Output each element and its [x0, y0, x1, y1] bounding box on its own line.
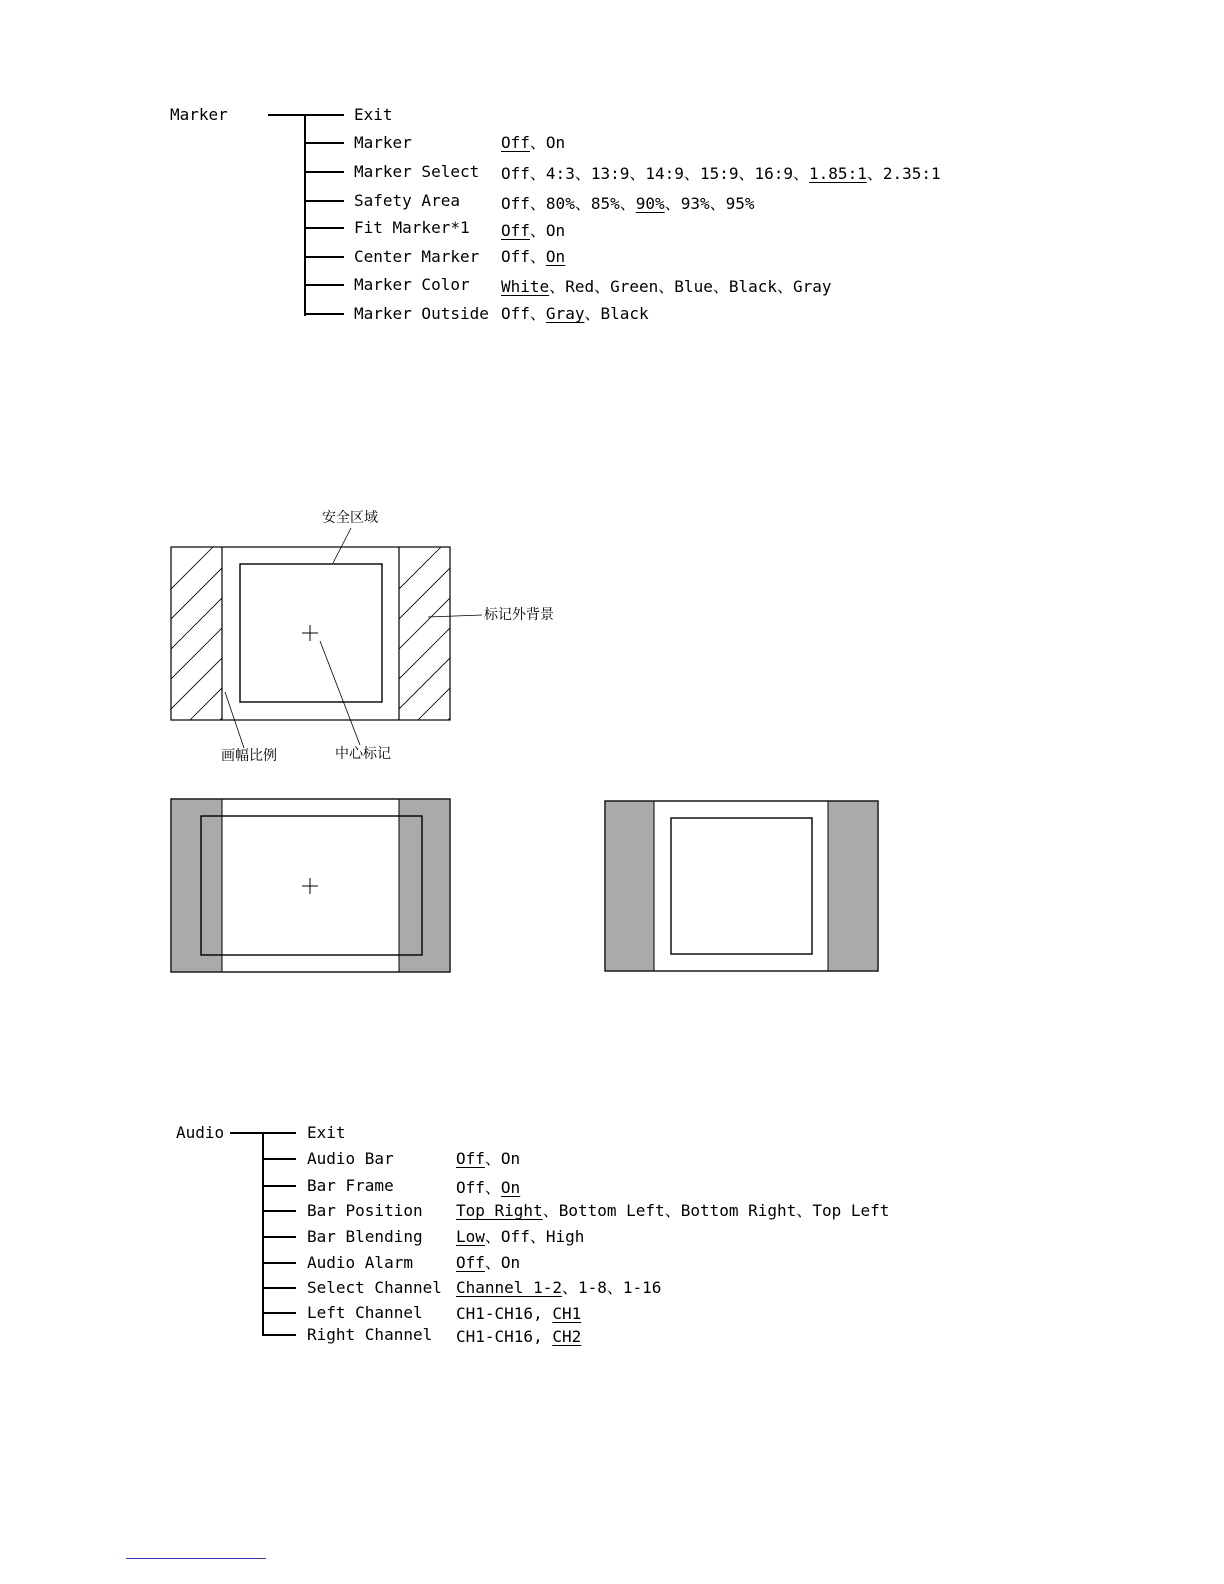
- option: Top Left: [812, 1201, 890, 1220]
- option: 1-16: [622, 1278, 662, 1297]
- outside-background-label: 标记外背景: [484, 607, 554, 623]
- option: Black: [728, 277, 778, 296]
- option: Off: [501, 304, 530, 323]
- default-option: Off: [501, 133, 530, 152]
- option: Off: [501, 247, 530, 266]
- menu-item-label: Audio Alarm: [307, 1253, 413, 1272]
- option-separator: 、: [664, 1201, 681, 1220]
- option-separator: 、: [793, 164, 810, 183]
- safety-area-label: 安全区域: [322, 510, 378, 526]
- tree-branch: [262, 1210, 296, 1212]
- option-separator: 、: [529, 194, 546, 213]
- option-separator: 、: [796, 1201, 813, 1220]
- option-separator: 、: [529, 304, 546, 323]
- option-separator: 、: [484, 1149, 501, 1168]
- menu-item-options: [456, 1305, 581, 1323]
- option-separator: 、: [683, 164, 700, 183]
- menu-item-label: Marker: [354, 133, 412, 152]
- option: 16:9: [754, 164, 794, 183]
- default-option: Channel 1-2: [456, 1278, 562, 1297]
- menu-item-label: Fit Marker*1: [354, 218, 470, 237]
- option-separator: 、: [484, 1253, 501, 1272]
- option-separator: 、: [594, 277, 611, 296]
- tree-branch: [262, 1312, 296, 1314]
- tree-branch: [262, 1287, 296, 1289]
- option: Bottom Right: [680, 1201, 797, 1220]
- tree-branch: [262, 1334, 296, 1336]
- default-option: On: [545, 247, 566, 266]
- option-separator: 、: [619, 194, 636, 213]
- option: On: [545, 221, 566, 240]
- tree-branch: [262, 1262, 296, 1264]
- menu-item-label: Select Channel: [307, 1278, 442, 1297]
- option: 80%: [545, 194, 575, 213]
- option: Off: [501, 164, 530, 183]
- option-separator: 、: [866, 164, 883, 183]
- menu-item-label: Center Marker: [354, 247, 480, 266]
- option: CH1-CH16: [456, 1327, 534, 1346]
- default-option: Gray: [545, 304, 585, 323]
- default-option: On: [500, 1178, 521, 1197]
- audio-menu-title: Audio: [176, 1123, 225, 1142]
- marker-menu-title: Marker: [170, 105, 228, 124]
- aspect-ratio-label: 画幅比例: [221, 748, 277, 764]
- tree-branch: [262, 1132, 296, 1134]
- option: Off: [500, 1227, 530, 1246]
- option: Gray: [793, 277, 832, 296]
- menu-item-options: [456, 1179, 520, 1197]
- menu-item-options: [456, 1328, 581, 1346]
- option-separator: 、: [484, 1178, 501, 1197]
- menu-item-label: Bar Frame: [307, 1176, 394, 1195]
- default-option: Off: [501, 221, 530, 240]
- fit-marker-off-diagram: [171, 799, 450, 972]
- option-separator: 、: [529, 247, 546, 266]
- menu-item-label: Bar Position: [307, 1201, 423, 1220]
- center-marker-label: 中心标记: [335, 746, 391, 762]
- option: 1-8: [577, 1278, 607, 1297]
- option-separator: 、: [561, 1278, 578, 1297]
- tree-branch: [262, 1236, 296, 1238]
- menu-item-label: Left Channel: [307, 1303, 423, 1322]
- option: 4:3: [545, 164, 575, 183]
- option-separator: 、: [529, 1227, 546, 1246]
- option: Green: [610, 277, 659, 296]
- outside-gray-left: [171, 799, 222, 972]
- option: 95%: [725, 194, 755, 213]
- option-separator: ,: [533, 1327, 553, 1346]
- default-option: Top Right: [456, 1201, 543, 1220]
- option: Red: [565, 277, 595, 296]
- option-separator: 、: [664, 194, 681, 213]
- outside-gray-right: [399, 799, 450, 972]
- option-separator: 、: [529, 164, 546, 183]
- default-option: Off: [456, 1149, 485, 1168]
- default-option: 90%: [635, 194, 665, 213]
- option: 93%: [680, 194, 710, 213]
- marker-layout-diagram: [160, 520, 482, 810]
- menu-item-label: Marker Color: [354, 275, 470, 294]
- menu-item-label: Safety Area: [354, 191, 460, 210]
- menu-item-label: Marker Select: [354, 162, 480, 181]
- option: 85%: [590, 194, 620, 213]
- option: Blue: [674, 277, 713, 296]
- option-separator: ,: [533, 1304, 553, 1323]
- option-separator: 、: [629, 164, 646, 183]
- tree-trunk: [262, 1132, 264, 1334]
- menu-item-label: Right Channel: [307, 1325, 433, 1344]
- menu-item-options: [456, 1202, 889, 1220]
- menu-item-options: [456, 1279, 661, 1297]
- option-separator: 、: [606, 1278, 623, 1297]
- menu-item-label: Bar Blending: [307, 1227, 423, 1246]
- option-separator: 、: [658, 277, 675, 296]
- tree-branch: [262, 1158, 296, 1160]
- menu-item-label: Exit: [307, 1123, 346, 1142]
- menu-item-label: Audio Bar: [307, 1149, 394, 1168]
- menu-item-options: [456, 1228, 584, 1246]
- menu-item-options: [456, 1254, 520, 1272]
- option-separator: 、: [549, 277, 566, 296]
- default-option: CH1: [552, 1304, 582, 1323]
- default-option: Low: [456, 1227, 485, 1246]
- option-separator: 、: [542, 1201, 559, 1220]
- option-separator: 、: [709, 194, 726, 213]
- option: 13:9: [590, 164, 630, 183]
- tree-branch: [262, 1185, 296, 1187]
- option: On: [500, 1149, 521, 1168]
- option-separator: 、: [712, 277, 729, 296]
- option-separator: 、: [738, 164, 755, 183]
- menu-item-label: Exit: [354, 105, 393, 124]
- option: Bottom Left: [558, 1201, 665, 1220]
- option-separator: 、: [777, 277, 794, 296]
- default-option: CH2: [552, 1327, 582, 1346]
- option: Off: [456, 1178, 485, 1197]
- footnote-rule: [126, 1558, 266, 1559]
- option: 2.35:1: [882, 164, 941, 183]
- option: 15:9: [699, 164, 739, 183]
- option-separator: 、: [529, 133, 546, 152]
- option-separator: 、: [574, 194, 591, 213]
- default-option: White: [501, 277, 550, 296]
- option: High: [545, 1227, 585, 1246]
- option: Black: [600, 304, 649, 323]
- option: On: [545, 133, 566, 152]
- option-separator: 、: [484, 1227, 501, 1246]
- option: On: [500, 1253, 521, 1272]
- default-option: Off: [456, 1253, 485, 1272]
- default-option: 1.85:1: [809, 164, 867, 183]
- option: 14:9: [645, 164, 684, 183]
- option-separator: 、: [529, 221, 546, 240]
- fit-marker-on-diagram: [605, 801, 878, 971]
- option-separator: 、: [574, 164, 591, 183]
- option: CH1-CH16: [456, 1304, 534, 1323]
- menu-item-label: Marker Outside: [354, 304, 489, 323]
- option-separator: 、: [584, 304, 601, 323]
- menu-item-options: [456, 1150, 520, 1168]
- option: Off: [501, 194, 530, 213]
